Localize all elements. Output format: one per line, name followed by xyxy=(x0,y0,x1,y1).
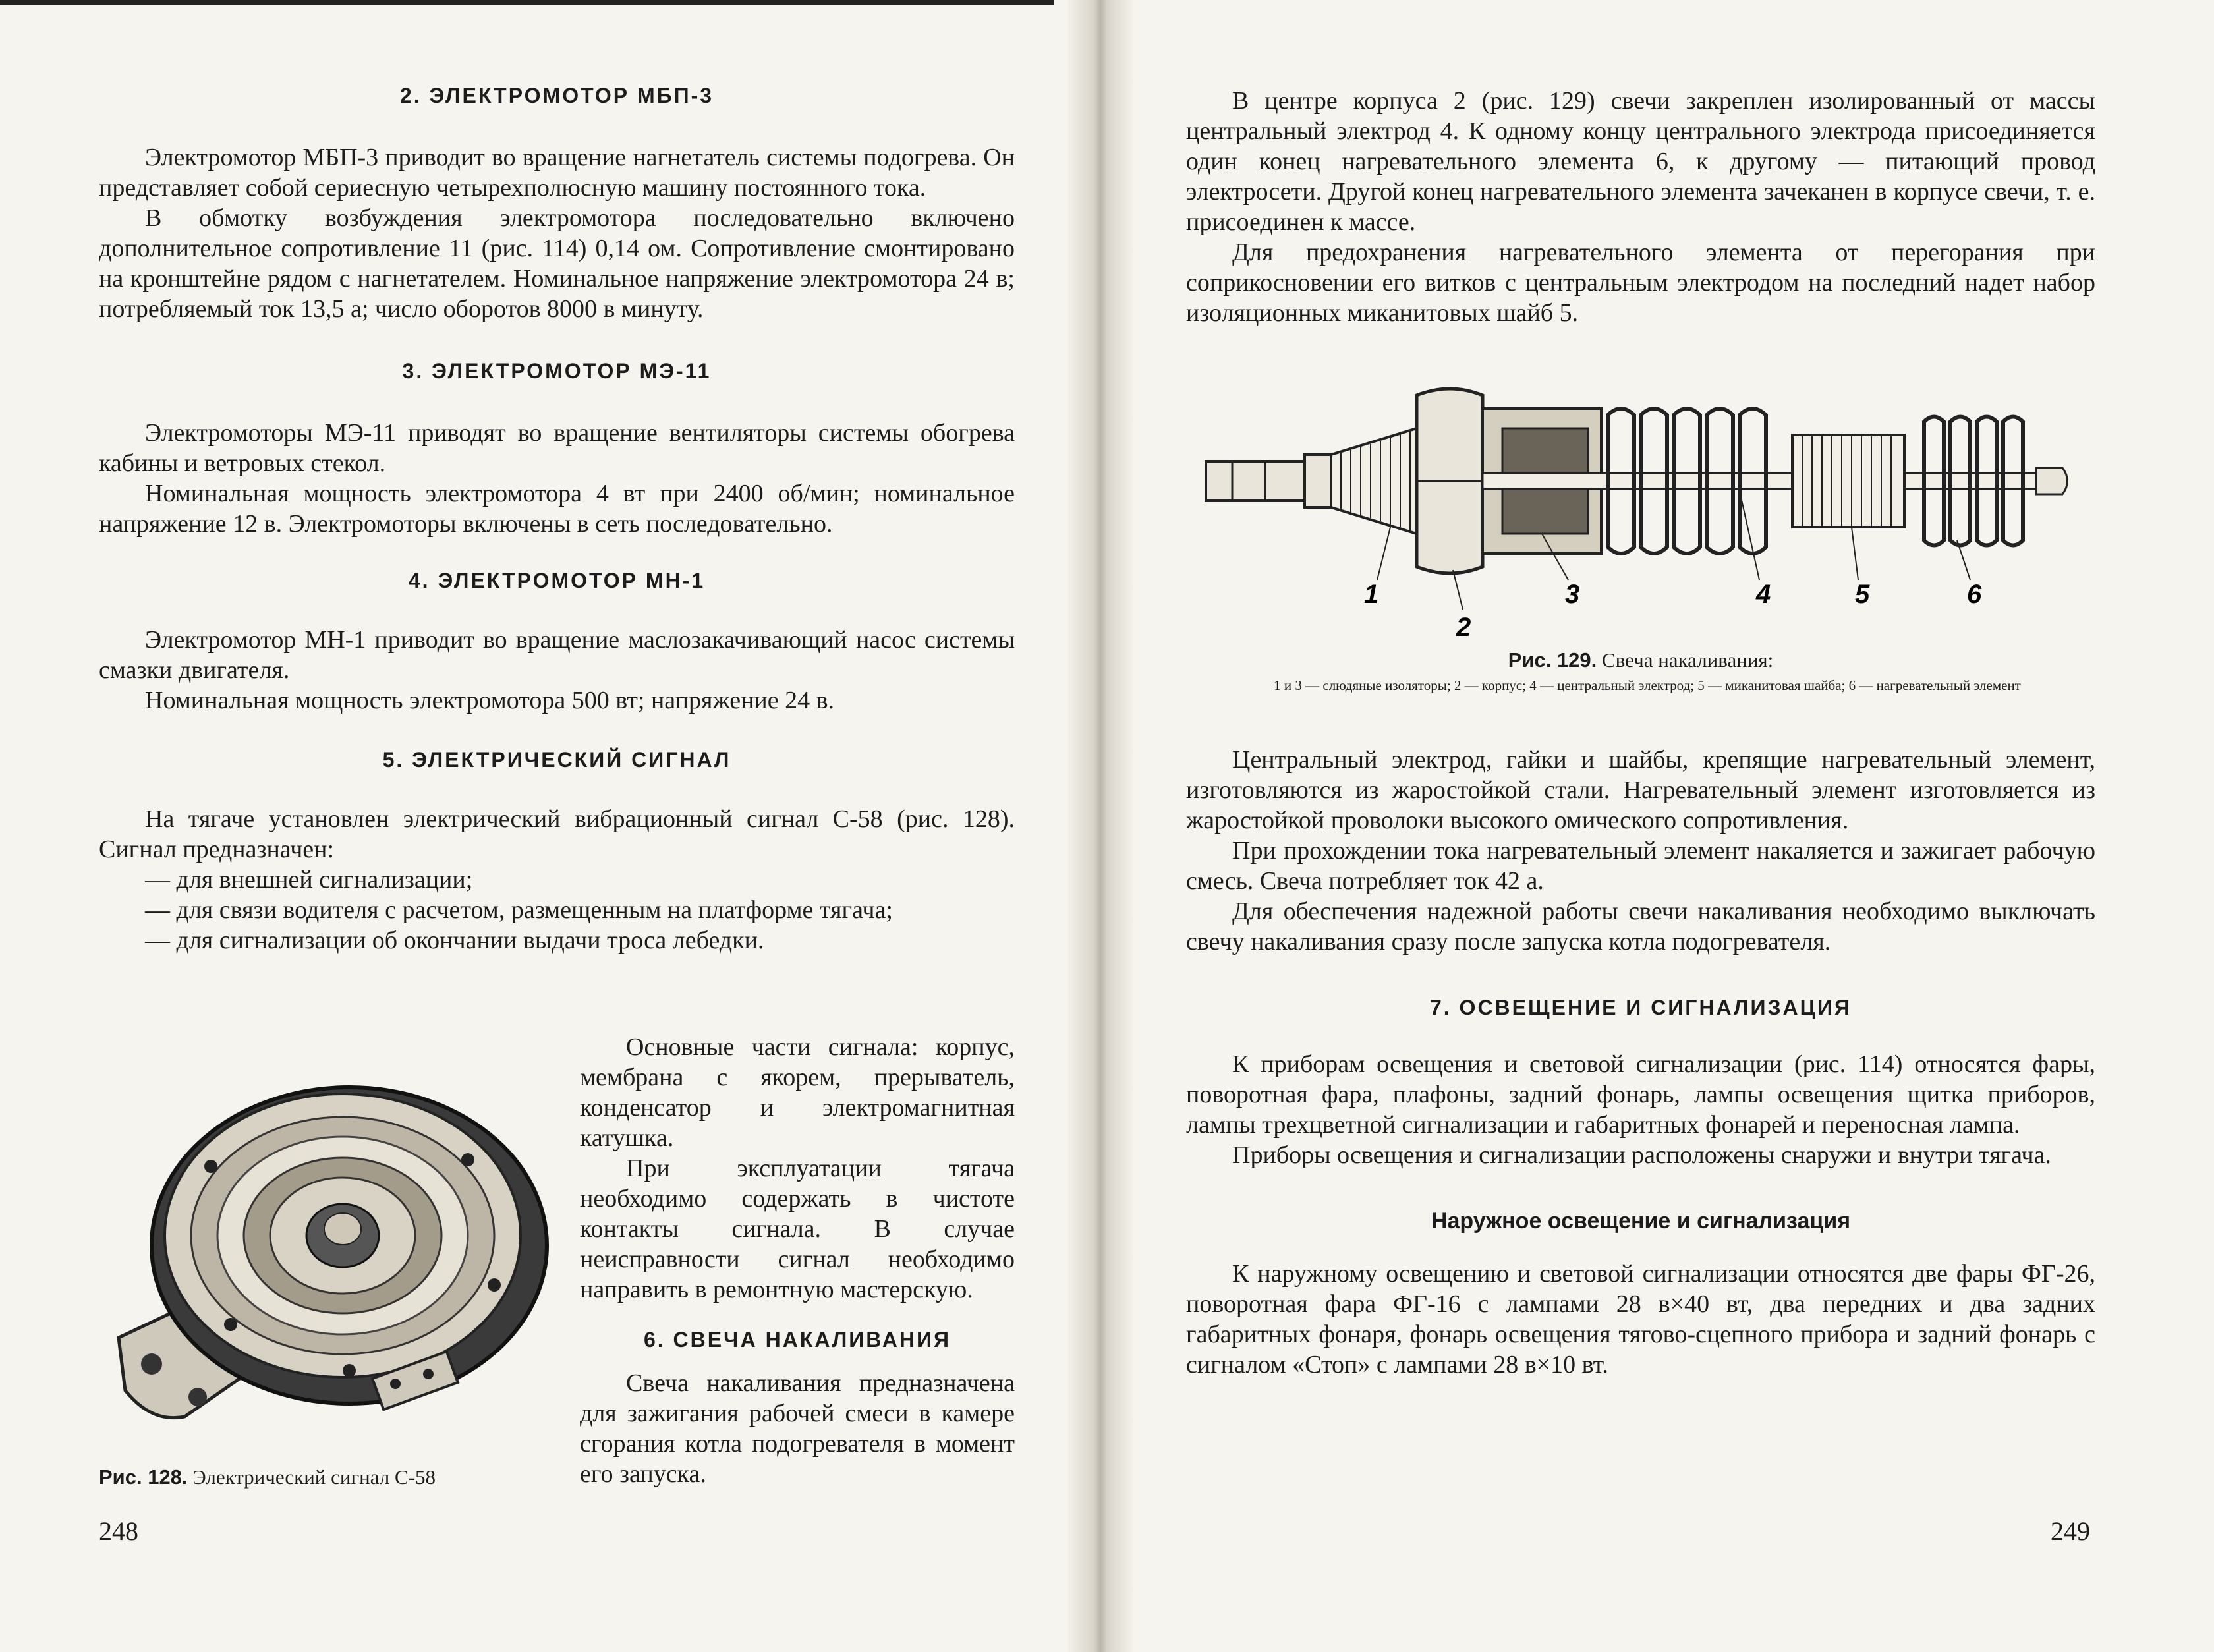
section-6-title: 6. СВЕЧА НАКАЛИВАНИЯ xyxy=(643,1328,951,1352)
section-5-dash-1: — для внешней сигнализации; xyxy=(145,866,473,894)
left-column-top xyxy=(99,80,1015,955)
intro-paragraph-2: Для предохранения нагревательного элемента от перегорания при соприкосновении его витков с центральным электродом на последний надет набор изоляционных миканитовых шайб 5. xyxy=(1186,239,2095,327)
figure-128-caption-text: Электрический сигнал С-58 xyxy=(192,1466,436,1489)
subsection-paragraph-1: К наружному освещению и световой сигнализации относятся две фары ФГ-26, поворотная фара ФГ-16 с лампами 28 в×40 вт, два передних и два задних габаритных фонаря, фонарь освещения тягово-сцепного прибора и задний фонарь с сигналом «Стоп» с лампами 28 в×10 вт. xyxy=(1186,1260,2095,1379)
figure-128 xyxy=(99,1048,560,1443)
section-6-paragraph-1: Свеча накаливания предназначена для зажигания рабочей смеси в камере сгорания котла подогревателя в момент его запуска. xyxy=(580,1369,1015,1488)
intro-paragraph-1: В центре корпуса 2 (рис. 129) свечи закреплен изолированный от массы центральный электрод 4. К одному концу центрального электрода присоединяется один конец нагревательного элемента 6, к другому — питающий провод электросети. Другой конец нагревательного элемента зачеканен в корпусе свечи, т. е. присоединен к массе. xyxy=(1186,87,2095,236)
figure-129-caption-text: Свеча накаливания: xyxy=(1602,648,1774,671)
section-5-paragraph-2: Основные части сигнала: корпус, мембрана с якорем, прерыватель, конденсатор и электромагнитная катушка. xyxy=(580,1033,1015,1152)
left-page-number: 248 xyxy=(99,1516,138,1546)
section-3-paragraph-1: Электромоторы МЭ-11 приводят во вращение вентиляторы системы обогрева кабины и ветровых стекол. xyxy=(99,419,1015,477)
section-3-paragraph-2: Номинальная мощность электромотора 4 вт при 2400 об/мин; номинальное напряжение 12 в. Электромоторы включены в сеть последовательно. xyxy=(99,480,1015,538)
callout-3: 3 xyxy=(1565,580,1580,609)
right-column-bottom xyxy=(1186,745,2095,1380)
section-5-paragraph-1: На тягаче установлен электрический вибрационный сигнал С-58 (рис. 128). Сигнал предназначен: xyxy=(99,805,1015,863)
figure-129-legend: 1 и 3 — слюдяные изоляторы; 2 — корпус; 4 — центральный электрод; 5 — миканитовая шайба; 6 — нагревательный элемент xyxy=(1274,677,2021,693)
section-4-paragraph-1: Электромотор МН-1 приводит во вращение маслозакачивающий насос системы смазки двигателя. xyxy=(99,626,1015,684)
figure-129 xyxy=(1199,376,2082,639)
subsection-title: Наружное освещение и сигнализация xyxy=(1431,1209,1851,1234)
section-5-dash-3: — для сигнализации об окончании выдачи троса лебедки. xyxy=(145,926,764,954)
section-7-paragraph-2: Приборы освещения и сигнализации расположены снаружи и внутри тягача. xyxy=(1232,1141,2051,1169)
callout-2: 2 xyxy=(1456,613,1471,639)
section-3-title: 3. ЭЛЕКТРОМОТОР МЭ-11 xyxy=(402,359,712,383)
section-2-title: 2. ЭЛЕКТРОМОТОР МБП-3 xyxy=(399,84,714,107)
after-figure-paragraph-3: Для обеспечения надежной работы свечи накаливания необходимо выключать свечу накаливания сразу после запуска котла подогревателя. xyxy=(1186,897,2095,955)
horn-illustration xyxy=(99,1048,560,1443)
right-column-top xyxy=(1186,86,2095,328)
section-7-paragraph-1: К приборам освещения и световой сигнализации (рис. 114) относятся фары, поворотная фара, плафоны, задний фонарь, лампы освещения щитка приборов, лампы трехцветной сигнализации и габаритных фонарей и переносная лампа. xyxy=(1186,1050,2095,1139)
callout-4: 4 xyxy=(1756,580,1771,609)
section-2-paragraph-1: Электромотор МБП-3 приводит во вращение нагнетатель системы подогрева. Он представляет собой сериесную четырехполюсную машину постоянного тока. xyxy=(99,144,1015,202)
left-column-narrow xyxy=(580,1032,1015,1489)
right-page-number: 249 xyxy=(2051,1516,2090,1546)
callout-5: 5 xyxy=(1855,580,1870,609)
section-5-title: 5. ЭЛЕКТРИЧЕСКИЙ СИГНАЛ xyxy=(382,748,731,772)
after-figure-paragraph-1: Центральный электрод, гайки и шайбы, крепящие нагревательный элемент, изготовляются из жаростойкой стали. Нагревательный элемент изготовляется из жаростойкой проволоки высокого омического сопротивления. xyxy=(1186,746,2095,834)
section-5-dash-2: — для связи водителя с расчетом, размещенным на платформе тягача; xyxy=(145,896,893,924)
callout-1: 1 xyxy=(1364,580,1379,609)
section-7-title: 7. ОСВЕЩЕНИЕ И СИГНАЛИЗАЦИЯ xyxy=(1429,996,1852,1019)
scan-edge xyxy=(0,0,1054,5)
section-2-paragraph-2: В обмотку возбуждения электромотора последовательно включено дополнительное сопротивление 11 (рис. 114) 0,14 ом. Сопротивление смонтировано на кронштейне рядом с нагнетателем. Номинальное напряжение электромотора 24 в; потребляемый ток 13,5 а; число оборотов 8000 в минуту. xyxy=(99,204,1015,323)
after-figure-paragraph-2: При прохождении тока нагревательный элемент накаляется и зажигает рабочую смесь. Свеча потребляет ток 42 а. xyxy=(1186,837,2095,895)
figure-128-caption xyxy=(99,1464,560,1491)
glow-plug-illustration xyxy=(1199,376,2082,639)
section-4-paragraph-2: Номинальная мощность электромотора 500 вт; напряжение 24 в. xyxy=(145,687,835,714)
section-5-paragraph-3: При эксплуатации тягача необходимо содержать в чистоте контакты сигнала. В случае неисправности сигнал необходимо направить в ремонтную мастерскую. xyxy=(580,1154,1015,1303)
figure-129-label: Рис. 129. xyxy=(1508,648,1597,671)
figure-129-caption xyxy=(1186,647,2095,673)
book-gutter xyxy=(1067,0,1133,1652)
section-4-title: 4. ЭЛЕКТРОМОТОР МН-1 xyxy=(408,569,706,592)
figure-128-label: Рис. 128. xyxy=(99,1466,188,1489)
callout-6: 6 xyxy=(1967,580,1982,609)
